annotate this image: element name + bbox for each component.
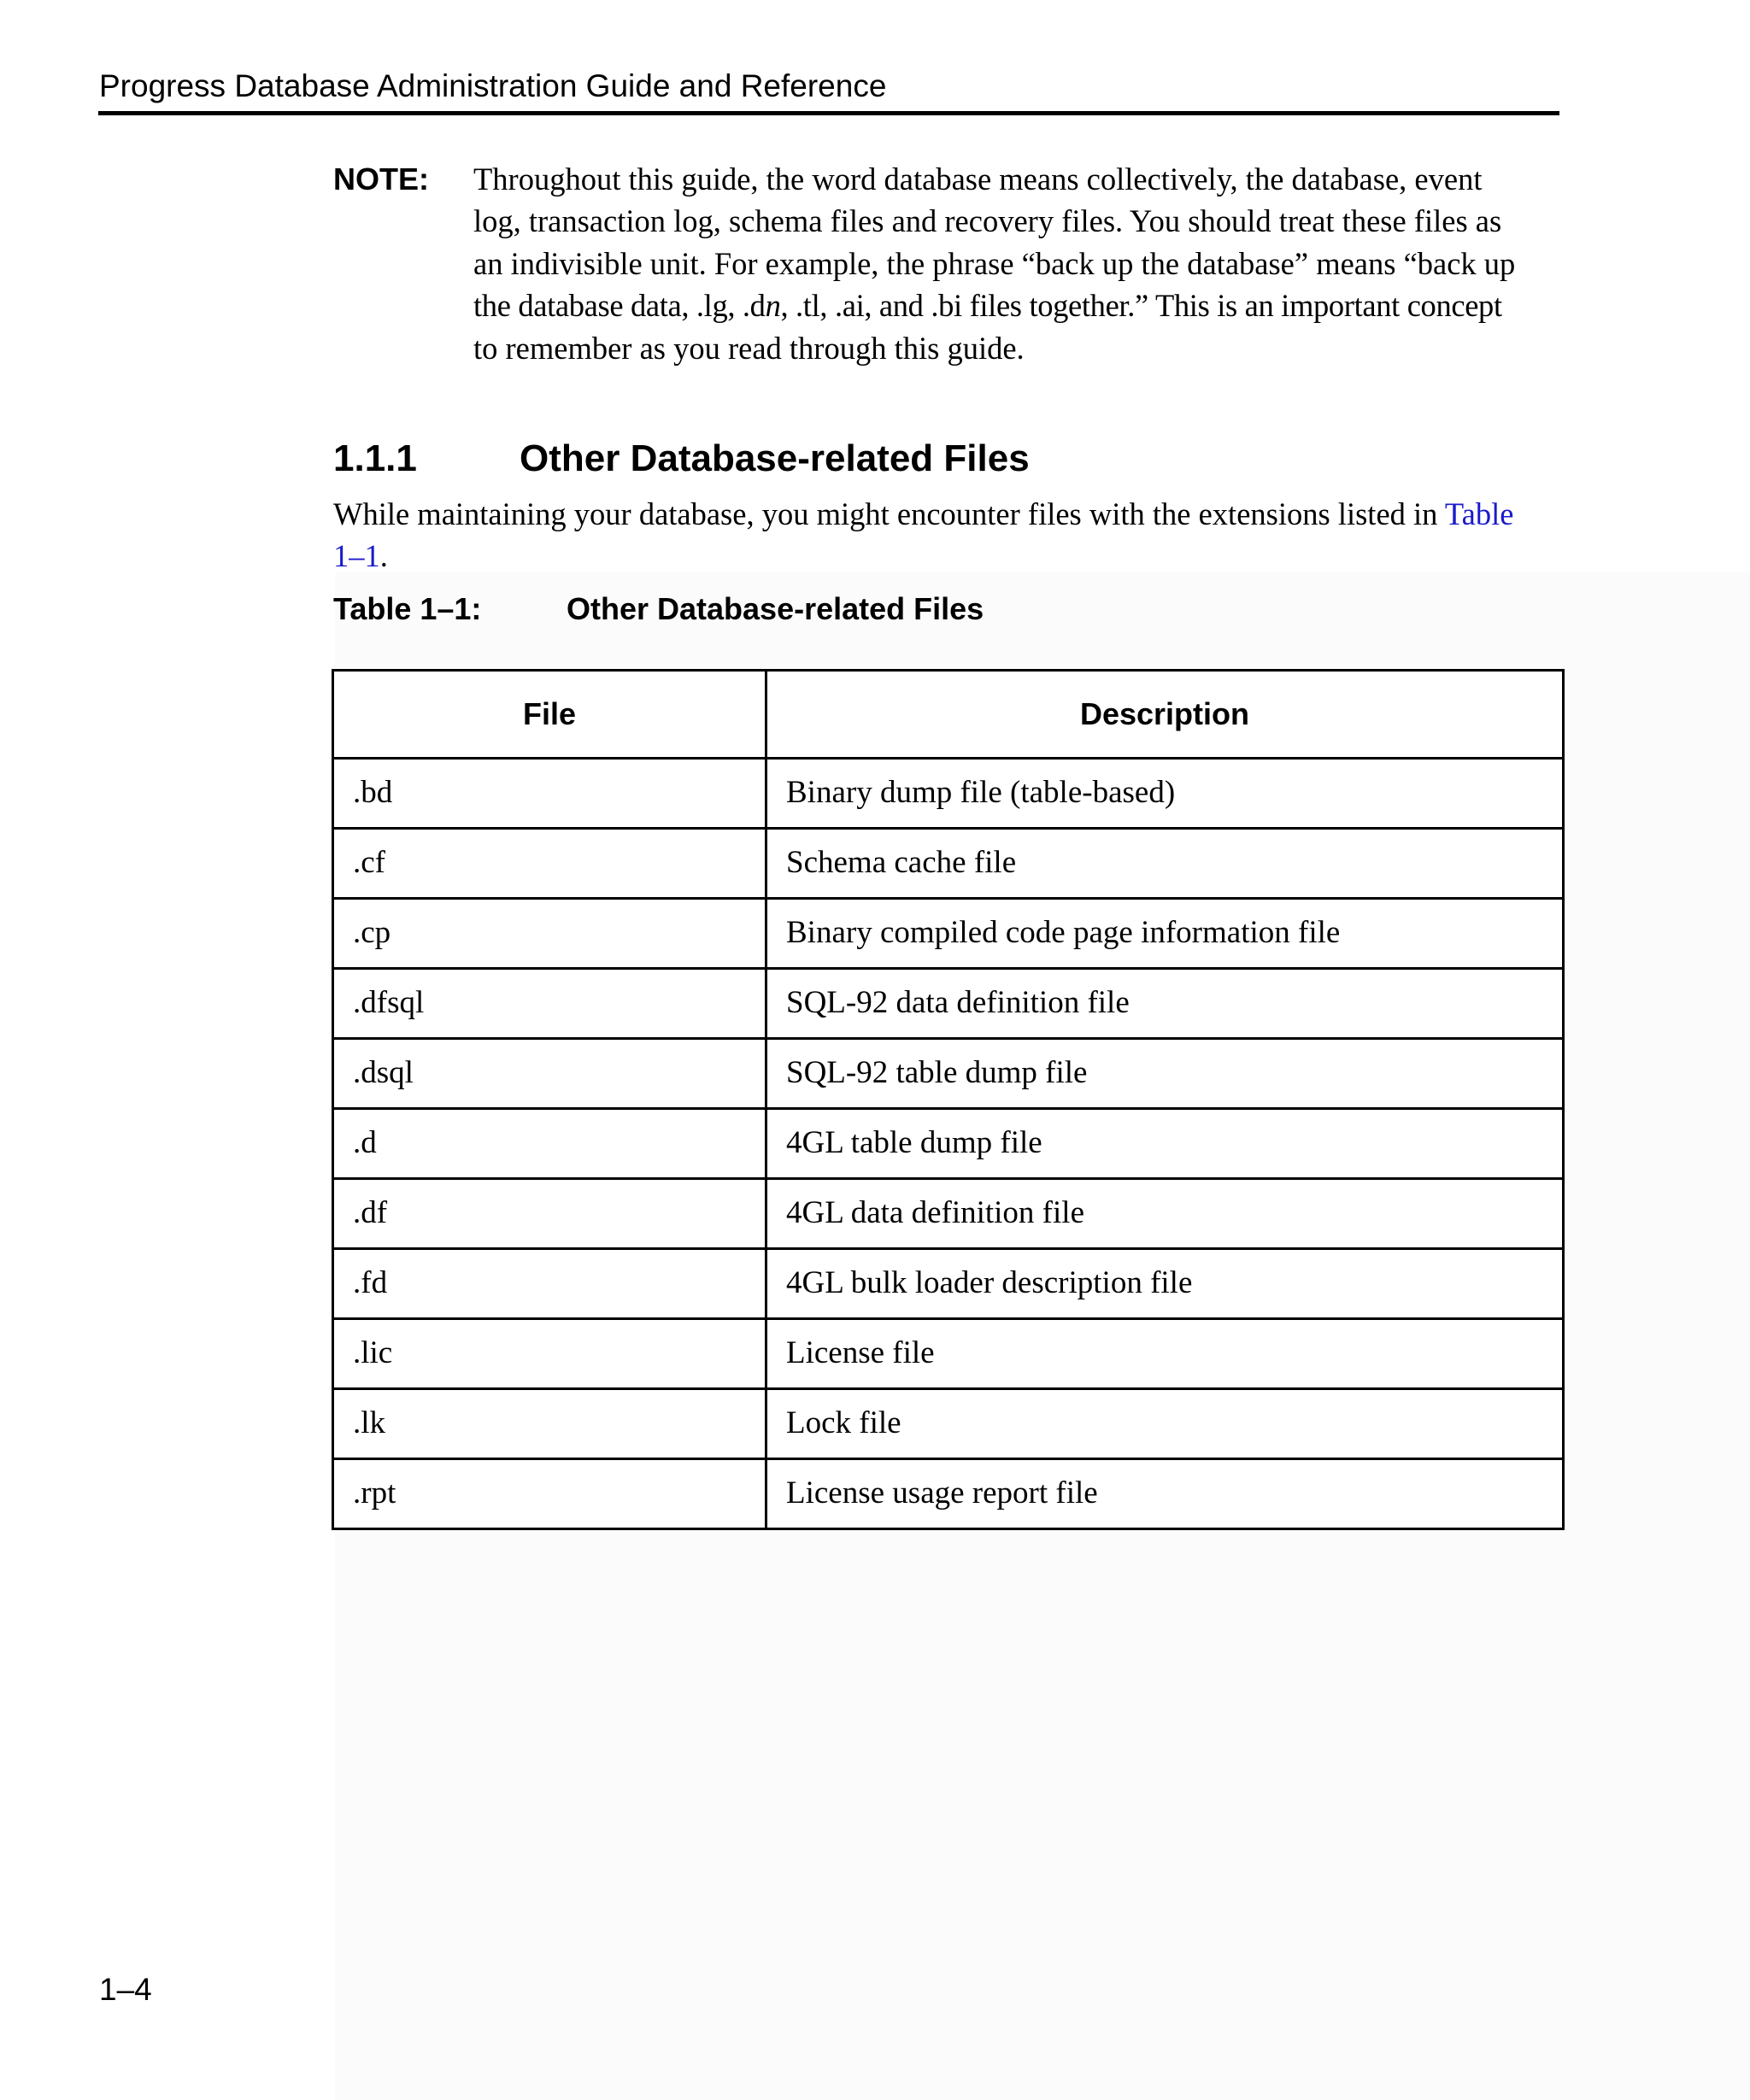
note-line-4-end: , .tl, .ai, and .bi files together.” This is an important concept [780, 288, 1502, 323]
description-cell: 4GL data definition file [766, 1179, 1564, 1249]
intro-period: . [379, 538, 388, 573]
table-row [333, 759, 1564, 829]
note-line-4-italic: n [765, 288, 781, 323]
table-row [333, 1319, 1564, 1389]
page-number: 1–4 [99, 1972, 152, 2007]
description-cell: License usage report file [766, 1459, 1564, 1529]
description-cell: 4GL bulk loader description file [766, 1249, 1564, 1319]
table-header-row [333, 671, 1564, 759]
table-caption-label: Table 1–1: [333, 591, 482, 626]
table-row [333, 1459, 1564, 1529]
file-extension-cell: .bd [333, 759, 766, 829]
description-cell: Binary dump file (table-based) [766, 759, 1564, 829]
file-extension-cell: .d [333, 1109, 766, 1179]
table-row [333, 899, 1564, 969]
table-row [333, 1039, 1564, 1109]
table-row [333, 1109, 1564, 1179]
table-row [333, 1179, 1564, 1249]
running-header: Progress Database Administration Guide and Reference [99, 68, 887, 103]
table-row [333, 829, 1564, 899]
description-cell: Binary compiled code page information file [766, 899, 1564, 969]
table-row [333, 1389, 1564, 1459]
note-label: NOTE: [333, 161, 429, 197]
note-line-3: an indivisible unit. For example, the phrase “back up the database” means “back up [473, 246, 1516, 281]
table-row [333, 1249, 1564, 1319]
description-cell: Schema cache file [766, 829, 1564, 899]
file-extension-cell: .fd [333, 1249, 766, 1319]
description-cell: SQL-92 data definition file [766, 969, 1564, 1039]
table-row [333, 969, 1564, 1039]
file-extension-cell: .dsql [333, 1039, 766, 1109]
intro-text: While maintaining your database, you might encounter files with the extensions listed in [333, 496, 1445, 531]
file-extension-cell: .cp [333, 899, 766, 969]
header-rule [98, 111, 1559, 115]
file-extension-cell: .rpt [333, 1459, 766, 1529]
file-extension-cell: .lk [333, 1389, 766, 1459]
note-line-1: Throughout this guide, the word database means collectively, the database, event [473, 161, 1483, 197]
description-cell: SQL-92 table dump file [766, 1039, 1564, 1109]
description-cell: Lock file [766, 1389, 1564, 1459]
intro-line-1 [333, 494, 1513, 535]
table-link-part-1[interactable]: Table [1444, 496, 1514, 531]
file-extension-cell: .dfsql [333, 969, 766, 1039]
column-header-description: Description [766, 671, 1564, 759]
intro-line-2 [333, 536, 388, 577]
note-line-2: log, transaction log, schema files and recovery files. You should treat these files as [473, 203, 1502, 238]
file-extension-cell: .df [333, 1179, 766, 1249]
note-line-4-start: the database data, .lg, .d [473, 288, 766, 323]
column-header-file: File [333, 671, 766, 759]
file-extension-cell: .lic [333, 1319, 766, 1389]
section-number: 1.1.1 [333, 437, 417, 479]
table-caption-title: Other Database-related Files [567, 591, 984, 626]
table-link-part-2[interactable]: 1–1 [333, 538, 380, 573]
description-cell: License file [766, 1319, 1564, 1389]
file-extensions-table [332, 669, 1565, 1530]
note-line-5: to remember as you read through this guide. [473, 331, 1025, 366]
note-line-4 [473, 285, 1502, 326]
description-cell: 4GL table dump file [766, 1109, 1564, 1179]
file-extension-cell: .cf [333, 829, 766, 899]
section-title: Other Database-related Files [520, 437, 1030, 479]
